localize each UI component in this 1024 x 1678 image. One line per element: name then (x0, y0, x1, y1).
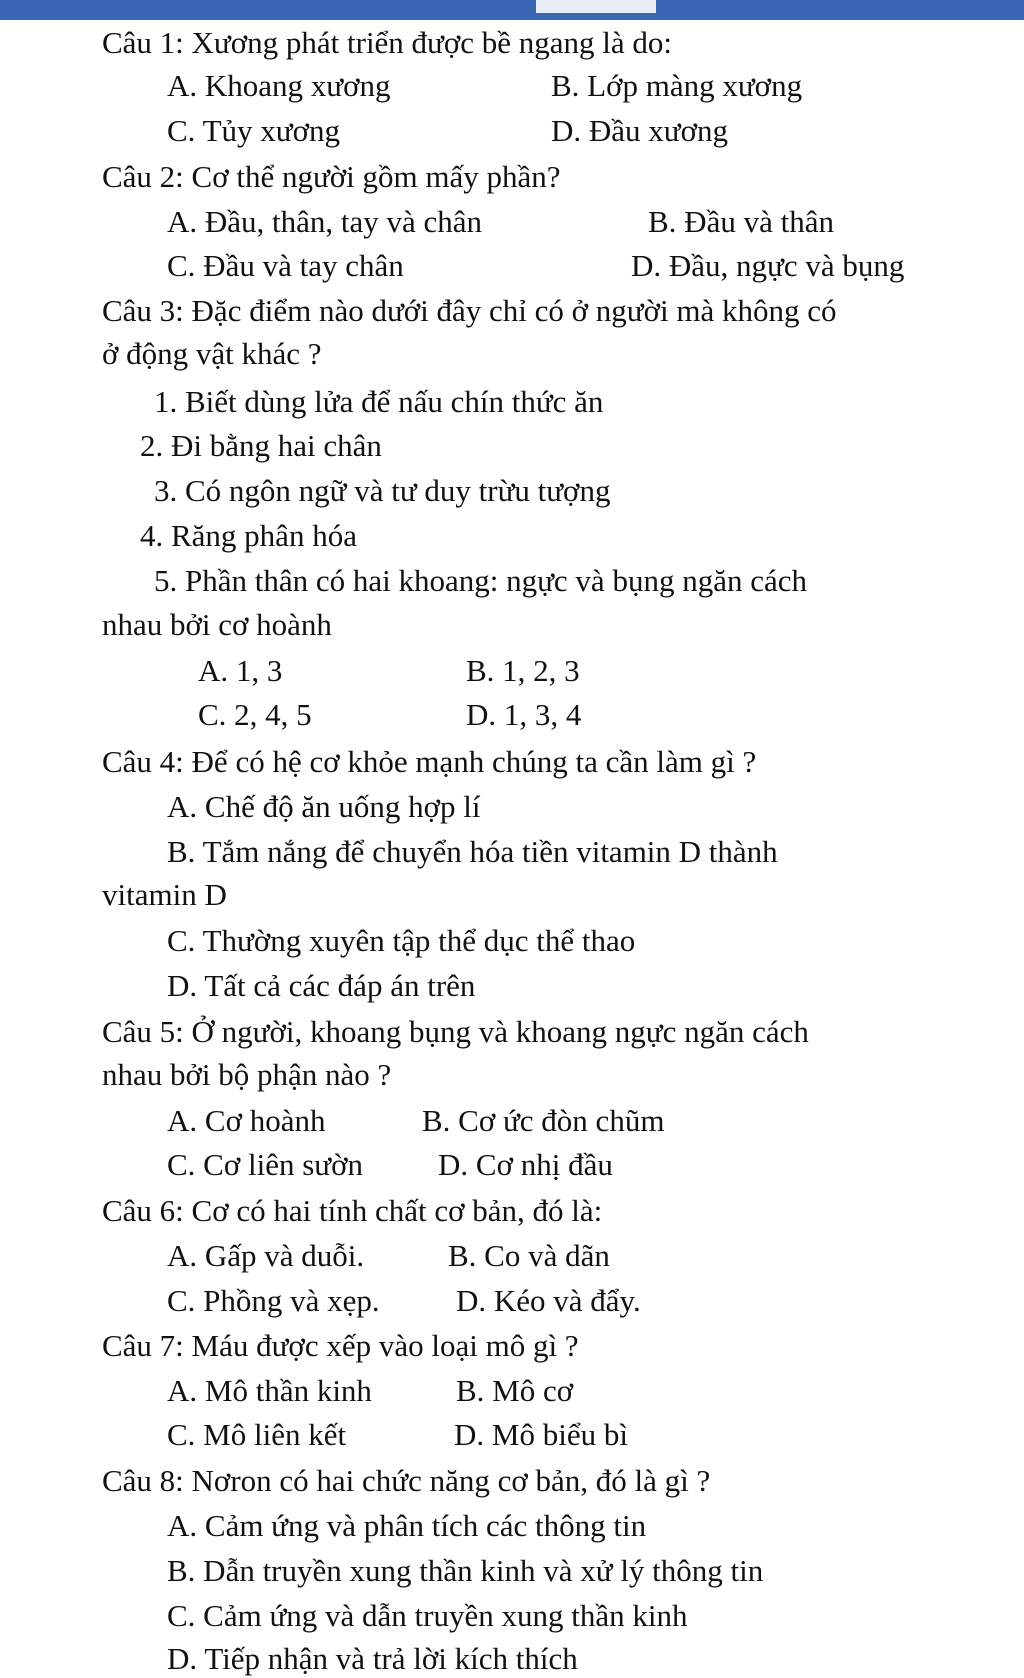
q3-option-c: C. 2, 4, 5 (198, 697, 312, 732)
q7-stem: Câu 7: Máu được xếp vào loại mô gì ? (102, 1328, 579, 1363)
q5-option-d: D. Cơ nhị đầu (438, 1147, 613, 1182)
q3-stem-line2: ở động vật khác ? (102, 336, 322, 371)
q6-option-a: A. Gấp và duỗi. (167, 1238, 365, 1273)
q1-option-a: A. Khoang xương (167, 68, 391, 103)
q4-option-d: D. Tất cả các đáp án trên (167, 968, 476, 1003)
q7-option-d: D. Mô biểu bì (454, 1417, 628, 1452)
q4-option-a: A. Chế độ ăn uống hợp lí (167, 789, 481, 824)
q6-option-b: B. Co và dãn (448, 1238, 610, 1273)
q3-item-4: 4. Răng phân hóa (140, 518, 357, 553)
q4-stem: Câu 4: Để có hệ cơ khỏe mạnh chúng ta cần làm gì ? (102, 744, 757, 779)
q2-option-b: B. Đầu và thân (648, 204, 834, 239)
q3-stem-line1: Câu 3: Đặc điểm nào dưới đây chỉ có ở người mà không có (102, 293, 837, 328)
q2-option-a: A. Đầu, thân, tay và chân (167, 204, 483, 239)
q2-option-d: D. Đầu, ngực và bụng (631, 248, 905, 283)
q8-option-b: B. Dẫn truyền xung thần kinh và xử lý thông tin (167, 1553, 764, 1588)
q3-option-d: D. 1, 3, 4 (466, 697, 582, 732)
q5-option-a: A. Cơ hoành (167, 1103, 326, 1138)
q5-stem-line1: Câu 5: Ở người, khoang bụng và khoang ngực ngăn cách (102, 1014, 809, 1049)
q6-option-c: C. Phồng và xẹp. (167, 1283, 380, 1318)
q3-item-5-line2: nhau bởi cơ hoành (102, 607, 332, 642)
q6-stem: Câu 6: Cơ có hai tính chất cơ bản, đó là: (102, 1193, 603, 1228)
q2-option-c: C. Đầu và tay chân (167, 248, 404, 283)
q8-option-d: D. Tiếp nhận và trả lời kích thích (167, 1641, 578, 1676)
q3-item-5-line1: 5. Phần thân có hai khoang: ngực và bụng ngăn cách (154, 563, 807, 598)
q3-item-1: 1. Biết dùng lửa để nấu chín thức ăn (154, 384, 604, 419)
q1-stem: Câu 1: Xương phát triển được bề ngang là do: (102, 25, 673, 60)
q4-option-c: C. Thường xuyên tập thể dục thể thao (167, 923, 636, 958)
q6-option-d: D. Kéo và đẩy. (456, 1283, 641, 1318)
q3-item-3: 3. Có ngôn ngữ và tư duy trừu tượng (154, 473, 611, 508)
q5-stem-line2: nhau bởi bộ phận nào ? (102, 1057, 392, 1092)
q7-option-b: B. Mô cơ (456, 1373, 574, 1408)
q5-option-b: B. Cơ ức đòn chũm (422, 1103, 665, 1138)
q4-option-b-line1: B. Tắm nắng để chuyển hóa tiền vitamin D thành (167, 834, 778, 869)
q3-option-b: B. 1, 2, 3 (466, 653, 580, 688)
q4-option-b-line2: vitamin D (102, 877, 227, 912)
q3-option-a: A. 1, 3 (198, 653, 283, 688)
q3-item-2: 2. Đi bằng hai chân (140, 428, 382, 463)
q7-option-c: C. Mô liên kết (167, 1417, 347, 1452)
q8-option-c: C. Cảm ứng và dẫn truyền xung thần kinh (167, 1598, 688, 1633)
q1-option-d: D. Đầu xương (551, 113, 728, 148)
q8-option-a: A. Cảm ứng và phân tích các thông tin (167, 1508, 647, 1543)
q1-option-c: C. Tủy xương (167, 113, 340, 148)
q7-option-a: A. Mô thần kinh (167, 1373, 372, 1408)
q1-option-b: B. Lớp màng xương (551, 68, 803, 103)
q8-stem: Câu 8: Nơron có hai chức năng cơ bản, đó là gì ? (102, 1463, 711, 1498)
q5-option-c: C. Cơ liên sườn (167, 1147, 363, 1182)
q2-stem: Câu 2: Cơ thể người gồm mấy phần? (102, 159, 561, 194)
